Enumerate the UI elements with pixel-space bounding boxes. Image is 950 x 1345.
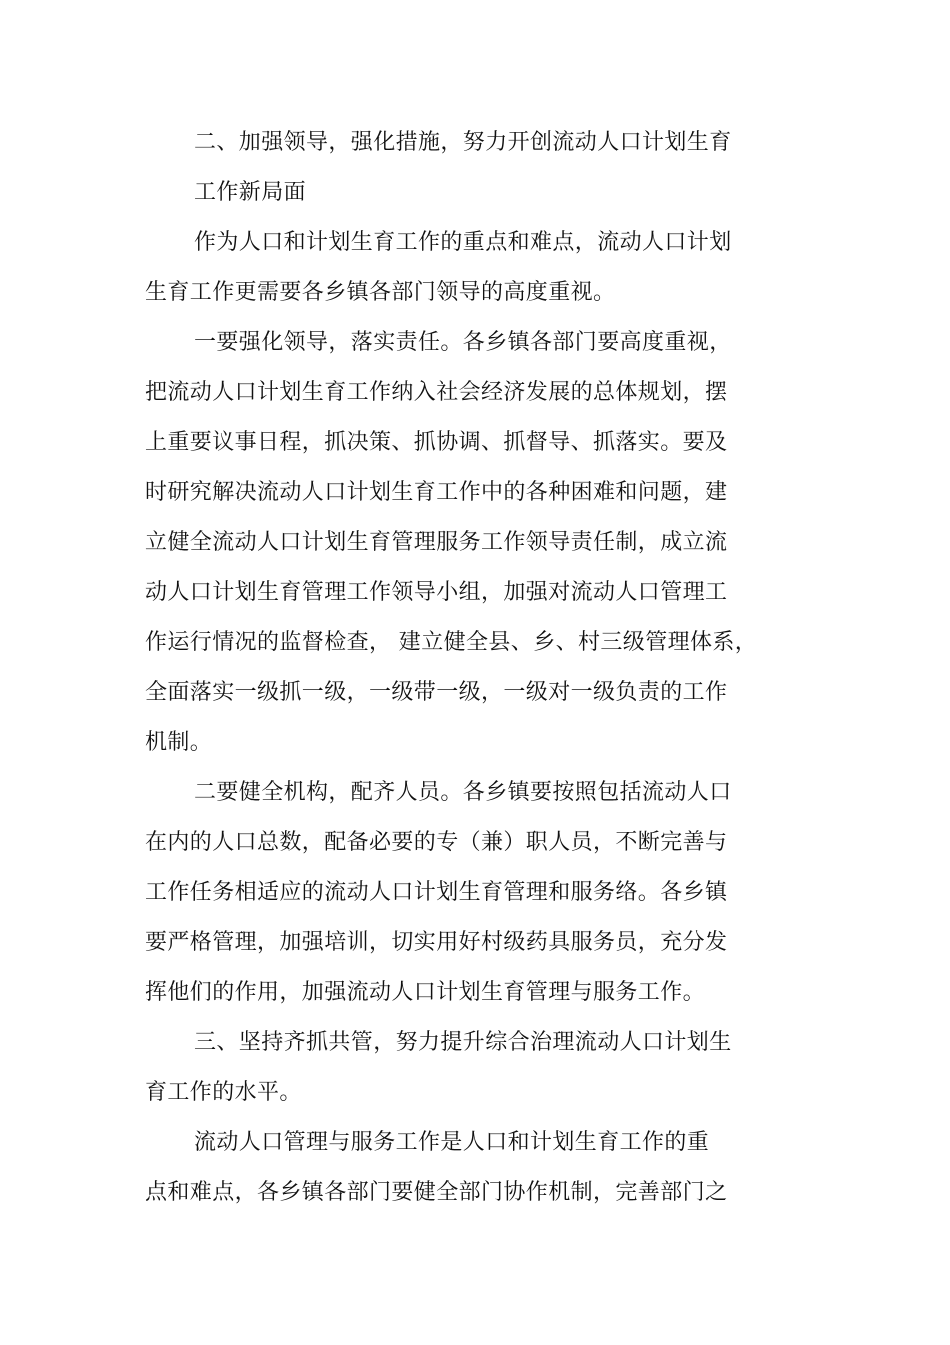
paragraph-line: 生育工作更需要各乡镇各部门领导的高度重视。	[145, 280, 616, 305]
paragraph-line: 点和难点，各乡镇各部门要健全部门协作机制，完善部门之	[145, 1180, 728, 1205]
paragraph-line: 二要健全机构，配齐人员。各乡镇要按照包括流动人口	[194, 780, 732, 805]
paragraph-line: 工作任务相适应的流动人口计划生育管理和服务络。各乡镇	[145, 880, 728, 905]
paragraph-line: 要严格管理，加强培训，切实用好村级药具服务员，充分发	[145, 930, 728, 955]
paragraph-line: 把流动人口计划生育工作纳入社会经济发展的总体规划，摆	[145, 380, 728, 405]
paragraph-line: 在内的人口总数，配备必要的专（兼）职人员，不断完善与	[145, 830, 728, 855]
paragraph-line: 上重要议事日程，抓决策、抓协调、抓督导、抓落实。要及	[145, 430, 728, 455]
paragraph-line: 机制。	[145, 730, 213, 755]
section-heading-2-line-1: 二、加强领导，强化措施，努力开创流动人口计划生育	[194, 130, 732, 155]
section-heading-3-line-2: 育工作的水平。	[145, 1080, 302, 1105]
paragraph-line: 挥他们的作用，加强流动人口计划生育管理与服务工作。	[145, 980, 706, 1005]
section-heading-3-line-1: 三、坚持齐抓共管，努力提升综合治理流动人口计划生	[194, 1030, 732, 1055]
paragraph-line: 时研究解决流动人口计划生育工作中的各种困难和问题，建	[145, 480, 728, 505]
section-heading-2-line-2: 工作新局面	[194, 180, 307, 205]
paragraph-line: 动人口计划生育管理工作领导小组，加强对流动人口管理工	[145, 580, 728, 605]
paragraph-line: 流动人口管理与服务工作是人口和计划生育工作的重	[194, 1130, 710, 1155]
paragraph-line: 全面落实一级抓一级，一级带一级，一级对一级负责的工作	[145, 680, 728, 705]
paragraph-line: 作运行情况的监督检查， 建立健全县、乡、村三级管理体系，	[145, 630, 758, 655]
paragraph-line: 立健全流动人口计划生育管理服务工作领导责任制，成立流	[145, 530, 728, 555]
paragraph-line: 作为人口和计划生育工作的重点和难点，流动人口计划	[194, 230, 732, 255]
paragraph-line: 一要强化领导，落实责任。各乡镇各部门要高度重视，	[194, 330, 732, 355]
